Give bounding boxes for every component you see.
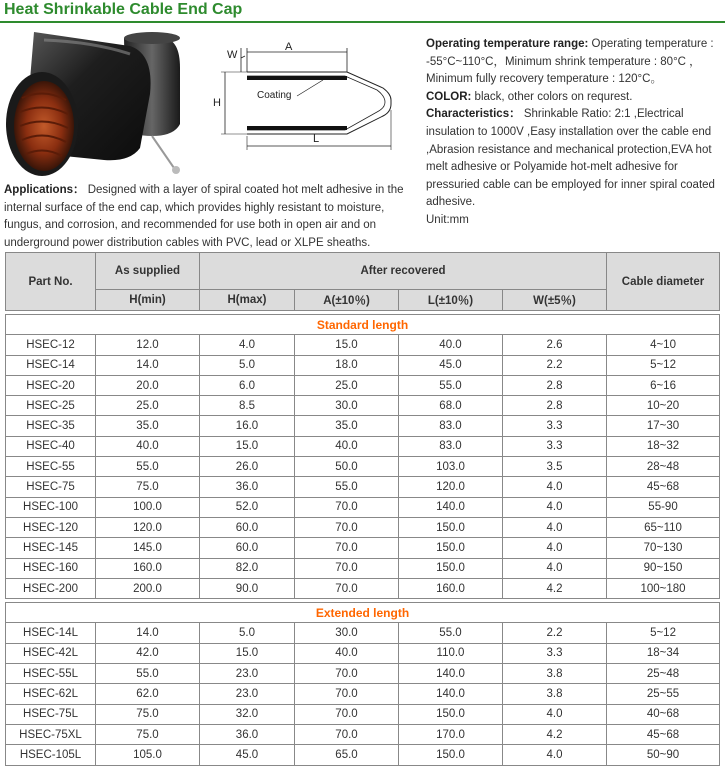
cell-h-max: 90.0: [200, 578, 295, 598]
dimension-drawing: [205, 38, 420, 158]
cell-part-no: HSEC-200: [6, 578, 96, 598]
cell-cable-diameter: 28~48: [607, 457, 720, 477]
cell-h-min: 55.0: [96, 457, 200, 477]
label-l: L: [313, 133, 320, 145]
cell-h-max: 8.5: [200, 396, 295, 416]
label-w: W: [227, 49, 238, 61]
cell-h-min: 75.0: [96, 704, 200, 724]
table-row: [6, 436, 720, 456]
cell-l: 45.0: [399, 355, 503, 375]
table-row: [6, 558, 720, 578]
cell-h-max: 82.0: [200, 558, 295, 578]
header-part-no: Part No.: [6, 253, 96, 311]
table-row: [6, 497, 720, 517]
cell-cable-diameter: 50~90: [607, 745, 720, 765]
cell-cable-diameter: 5~12: [607, 355, 720, 375]
cell-a: 30.0: [295, 623, 399, 643]
cell-part-no: HSEC-40: [6, 436, 96, 456]
table-row: [6, 724, 720, 744]
cell-cable-diameter: 100~180: [607, 578, 720, 598]
cell-h-min: 14.0: [96, 355, 200, 375]
applications-block: [4, 182, 420, 252]
cell-h-max: 15.0: [200, 643, 295, 663]
cell-l: 110.0: [399, 643, 503, 663]
page-title: Heat Shrinkable Cable End Cap: [4, 1, 243, 18]
cell-cable-diameter: 6~16: [607, 375, 720, 395]
cell-l: 150.0: [399, 538, 503, 558]
cell-h-max: 45.0: [200, 745, 295, 765]
cell-a: 70.0: [295, 497, 399, 517]
cell-l: 170.0: [399, 724, 503, 744]
cell-a: 70.0: [295, 538, 399, 558]
cell-cable-diameter: 18~32: [607, 436, 720, 456]
cell-h-min: 75.0: [96, 477, 200, 497]
table-row: [6, 538, 720, 558]
cell-cable-diameter: 18~34: [607, 643, 720, 663]
cell-a: 18.0: [295, 355, 399, 375]
cell-h-min: 120.0: [96, 517, 200, 537]
cell-a: 40.0: [295, 643, 399, 663]
cell-h-min: 35.0: [96, 416, 200, 436]
header-h-min: H(min): [96, 290, 200, 311]
table-row: [6, 396, 720, 416]
table-row: [6, 684, 720, 704]
cell-a: 70.0: [295, 704, 399, 724]
table-row: [6, 643, 720, 663]
cell-part-no: HSEC-75L: [6, 704, 96, 724]
table-row: [6, 623, 720, 643]
cell-part-no: HSEC-75XL: [6, 724, 96, 744]
cell-a: 70.0: [295, 578, 399, 598]
cell-w: 3.5: [503, 457, 607, 477]
cell-a: 70.0: [295, 558, 399, 578]
cell-h-min: 42.0: [96, 643, 200, 663]
cell-w: 2.2: [503, 623, 607, 643]
cell-l: 83.0: [399, 436, 503, 456]
cell-w: 4.0: [503, 538, 607, 558]
applications-text: Designed with a layer of spiral coated hot melt adhesive in the internal surface of the end cap, which provides highly resistant to moisture, fungus, and corrosion, and recommended for use both in open air and on underground power distribution cables with PVC, lead or XLPE sheaths.: [4, 184, 404, 249]
cell-a: 30.0: [295, 396, 399, 416]
table-row: [6, 517, 720, 537]
table-body: [6, 311, 720, 766]
cell-h-min: 75.0: [96, 724, 200, 744]
cell-l: 150.0: [399, 558, 503, 578]
cell-l: 160.0: [399, 578, 503, 598]
cell-a: 55.0: [295, 477, 399, 497]
cell-cable-diameter: 90~150: [607, 558, 720, 578]
color-label: COLOR:: [426, 90, 472, 103]
cell-h-min: 12.0: [96, 335, 200, 355]
cell-h-max: 6.0: [200, 375, 295, 395]
cell-cable-diameter: 45~68: [607, 724, 720, 744]
cell-w: 3.8: [503, 664, 607, 684]
cell-h-max: 16.0: [200, 416, 295, 436]
cell-part-no: HSEC-12: [6, 335, 96, 355]
cell-l: 40.0: [399, 335, 503, 355]
cell-part-no: HSEC-20: [6, 375, 96, 395]
cell-h-max: 26.0: [200, 457, 295, 477]
cell-w: 4.0: [503, 497, 607, 517]
cell-part-no: HSEC-55L: [6, 664, 96, 684]
table-row: [6, 578, 720, 598]
cell-h-max: 36.0: [200, 477, 295, 497]
cell-part-no: HSEC-14L: [6, 623, 96, 643]
cell-w: 2.6: [503, 335, 607, 355]
characteristics-text: Shrinkable Ratio: 2:1 ,Electrical insulation to 1000V ,Easy installation over the cable end ,Abrasion resistance and mechanical protection,EVA hot melt adhesive or Polyamide hot-melt adhesive for pressuried cable can be employed for inner spiral coated adhesive.: [426, 108, 715, 209]
cell-w: 2.2: [503, 355, 607, 375]
cell-w: 3.3: [503, 436, 607, 456]
cell-cable-diameter: 17~30: [607, 416, 720, 436]
cell-h-min: 14.0: [96, 623, 200, 643]
cell-l: 68.0: [399, 396, 503, 416]
label-coating: Coating: [257, 90, 292, 101]
cell-a: 25.0: [295, 375, 399, 395]
header-w: W(±5％): [503, 290, 607, 311]
cell-part-no: HSEC-105L: [6, 745, 96, 765]
cell-w: 4.0: [503, 558, 607, 578]
cell-part-no: HSEC-14: [6, 355, 96, 375]
cell-h-max: 52.0: [200, 497, 295, 517]
cell-w: 2.8: [503, 375, 607, 395]
table-row: [6, 704, 720, 724]
cell-w: 4.0: [503, 517, 607, 537]
cell-a: 70.0: [295, 684, 399, 704]
cell-h-min: 40.0: [96, 436, 200, 456]
characteristics-label: Characteristics：: [426, 108, 521, 121]
cell-h-min: 55.0: [96, 664, 200, 684]
cell-l: 150.0: [399, 517, 503, 537]
cell-l: 140.0: [399, 664, 503, 684]
unit-text: Unit:mm: [426, 213, 469, 226]
cell-l: 140.0: [399, 684, 503, 704]
cell-cable-diameter: 10~20: [607, 396, 720, 416]
table-row: [6, 416, 720, 436]
cell-h-min: 145.0: [96, 538, 200, 558]
cell-a: 70.0: [295, 724, 399, 744]
cell-w: 3.8: [503, 684, 607, 704]
cell-cable-diameter: 25~48: [607, 664, 720, 684]
cell-part-no: HSEC-35: [6, 416, 96, 436]
cell-cable-diameter: 70~130: [607, 538, 720, 558]
cell-l: 55.0: [399, 623, 503, 643]
cell-l: 140.0: [399, 497, 503, 517]
table-row: [6, 457, 720, 477]
cell-part-no: HSEC-120: [6, 517, 96, 537]
cell-h-min: 25.0: [96, 396, 200, 416]
cell-l: 83.0: [399, 416, 503, 436]
cell-cable-diameter: 55-90: [607, 497, 720, 517]
cell-l: 55.0: [399, 375, 503, 395]
cell-h-min: 105.0: [96, 745, 200, 765]
cell-w: 4.2: [503, 724, 607, 744]
table-row: [6, 745, 720, 765]
cell-w: 4.2: [503, 578, 607, 598]
cell-w: 2.8: [503, 396, 607, 416]
cell-h-min: 200.0: [96, 578, 200, 598]
table-row: [6, 664, 720, 684]
cell-h-max: 60.0: [200, 538, 295, 558]
cell-h-max: 23.0: [200, 684, 295, 704]
cell-w: 4.0: [503, 704, 607, 724]
header-a: A(±10％): [295, 290, 399, 311]
cell-h-max: 32.0: [200, 704, 295, 724]
cell-a: 70.0: [295, 517, 399, 537]
cell-cable-diameter: 25~55: [607, 684, 720, 704]
cell-a: 15.0: [295, 335, 399, 355]
cell-h-max: 5.0: [200, 623, 295, 643]
cell-part-no: HSEC-145: [6, 538, 96, 558]
product-photo: [4, 28, 202, 182]
cell-w: 4.0: [503, 477, 607, 497]
cell-h-max: 23.0: [200, 664, 295, 684]
color-text: black, other colors on requrest.: [471, 90, 633, 103]
cell-h-min: 160.0: [96, 558, 200, 578]
cell-a: 65.0: [295, 745, 399, 765]
specifications-block: [426, 36, 722, 230]
cell-part-no: HSEC-62L: [6, 684, 96, 704]
cell-a: 35.0: [295, 416, 399, 436]
cell-a: 70.0: [295, 664, 399, 684]
cell-w: 3.3: [503, 416, 607, 436]
cell-part-no: HSEC-160: [6, 558, 96, 578]
cell-w: 4.0: [503, 745, 607, 765]
applications-label: Applications：: [4, 184, 85, 196]
table-row: [6, 335, 720, 355]
cell-cable-diameter: 5~12: [607, 623, 720, 643]
header-as-supplied: As supplied: [96, 253, 200, 290]
cell-h-max: 60.0: [200, 517, 295, 537]
cell-h-max: 36.0: [200, 724, 295, 744]
cell-h-max: 4.0: [200, 335, 295, 355]
cell-part-no: HSEC-55: [6, 457, 96, 477]
cell-h-max: 15.0: [200, 436, 295, 456]
cell-l: 150.0: [399, 704, 503, 724]
table-row: [6, 477, 720, 497]
title-divider: [0, 21, 725, 23]
specification-table: [5, 252, 720, 766]
cell-w: 3.3: [503, 643, 607, 663]
cell-h-min: 62.0: [96, 684, 200, 704]
cell-a: 40.0: [295, 436, 399, 456]
cell-cable-diameter: 45~68: [607, 477, 720, 497]
section-extended: Extended length: [6, 603, 720, 623]
cell-a: 50.0: [295, 457, 399, 477]
table-row: [6, 375, 720, 395]
cell-part-no: HSEC-25: [6, 396, 96, 416]
cell-part-no: HSEC-75: [6, 477, 96, 497]
cell-part-no: HSEC-42L: [6, 643, 96, 663]
cell-l: 120.0: [399, 477, 503, 497]
cell-l: 150.0: [399, 745, 503, 765]
op-temp-label: Operating temperature range:: [426, 38, 589, 50]
label-a: A: [285, 41, 293, 53]
header-l: L(±10％): [399, 290, 503, 311]
section-standard: Standard length: [6, 315, 720, 335]
cell-l: 103.0: [399, 457, 503, 477]
op-temp-text: Operating temperature : -55°C~110°C，Minimum shrink temperature : 80°C ，Minimum fully recovery temperature : 120°C。: [426, 38, 714, 86]
header-after-recovered: After recovered: [200, 253, 607, 290]
cell-h-min: 100.0: [96, 497, 200, 517]
header-cable-diameter: Cable diameter: [607, 253, 720, 311]
cell-part-no: HSEC-100: [6, 497, 96, 517]
cell-cable-diameter: 65~110: [607, 517, 720, 537]
table-row: [6, 355, 720, 375]
cell-cable-diameter: 40~68: [607, 704, 720, 724]
cell-h-min: 20.0: [96, 375, 200, 395]
label-h: H: [213, 97, 221, 109]
cell-h-max: 5.0: [200, 355, 295, 375]
header-h-max: H(max): [200, 290, 295, 311]
cell-cable-diameter: 4~10: [607, 335, 720, 355]
